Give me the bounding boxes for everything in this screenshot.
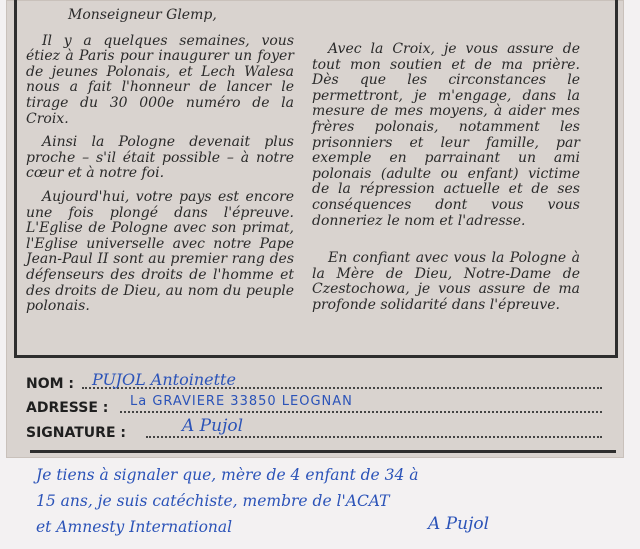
adresse-dotted-line [120, 411, 602, 413]
signature-label: SIGNATURE : [26, 425, 126, 441]
nom-label: NOM : [26, 376, 75, 392]
letter-paragraph: Ainsi la Pologne devenait plus proche – s'il était possible – à notre cœur et à notre foi. [26, 134, 294, 182]
signature-row [24, 425, 604, 445]
nom-handwritten-value: PUJOL Antoinette [92, 370, 236, 389]
letter-right-column [312, 42, 580, 322]
letter-paragraph: Aujourd'hui, votre pays est encore une fois plongé dans l'épreuve. L'Eglise de Pologne avec son primat, l'Eglise universelle avec notre Pape Jean-Paul II sont au premier rang des défenseurs des droits de l'homme et des droits de Dieu, au nom du peuple polonais. [26, 188, 294, 315]
letter-paragraph: En confiant avec vous la Pologne à la Mère de Dieu, Notre-Dame de Czestochowa, je vous assure de ma profonde solidarité dans l'épreuve. [312, 250, 580, 313]
letter-paragraph: Il y a quelques semaines, vous étiez à Paris pour inaugurer un foyer de jeunes Polonais, et Lech Walesa nous a fait l'honneur de lancer le tirage du 30 000e numéro de la Croix. [26, 32, 294, 127]
clipping-bottom-rule [30, 450, 616, 453]
letter-salutation: Monseigneur Glemp, [68, 7, 217, 23]
handwritten-note [36, 462, 626, 540]
signature-handwritten: A Pujol [182, 416, 244, 436]
letter-left-column [26, 8, 294, 323]
note-signature: A Pujol [428, 514, 490, 534]
note-line: Je tiens à signaler que, mère de 4 enfant de 34 à [36, 466, 419, 484]
letter-paragraph: Avec la Croix, je vous assure de tout mon soutien et de ma prière. Dès que les circonstances le permettront, je m'engage, dans la mesure de mes moyens, à aider mes frères polonais, notamment les prisonniers et leur famille, par exemple en parrainant un ami polonais (adulte ou enfant) victime de la répression actuelle et de ses conséquences dont vous vous donneriez le nom et l'adresse. [312, 41, 580, 229]
note-line: 15 ans, je suis catéchiste, membre de l'ACAT [36, 492, 390, 510]
adresse-handwritten-value: La GRAVIERE 33850 LEOGNAN [130, 394, 353, 409]
adresse-label: ADRESSE : [26, 400, 109, 416]
signature-dotted-line [146, 436, 602, 438]
note-line: et Amnesty International [36, 518, 233, 536]
